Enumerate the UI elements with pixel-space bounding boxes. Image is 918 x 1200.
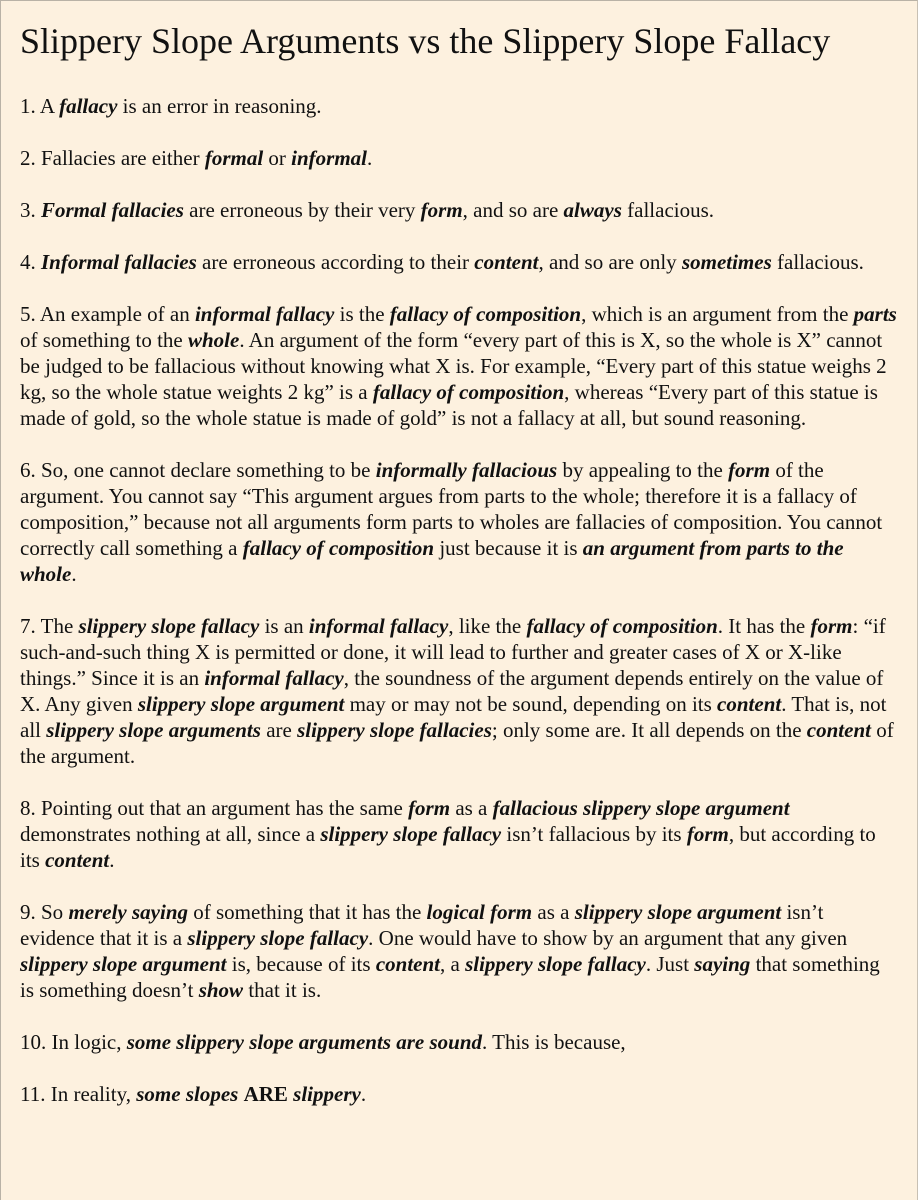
body-text: . <box>71 562 77 586</box>
emphasis-text: fallacy of composition <box>389 302 582 326</box>
emphasis-text: some slippery slope arguments are sound <box>126 1030 483 1054</box>
emphasis-text: Informal fallacies <box>41 250 197 274</box>
emphasis-text: show <box>198 978 244 1002</box>
emphasis-text: always <box>563 198 622 222</box>
emphasis <box>811 614 853 638</box>
emphasis-text: informal fallacy <box>204 666 344 690</box>
body-text: 5. An example of an <box>20 302 195 326</box>
body-text: that something is something doesn’t <box>20 952 880 1002</box>
emphasis-text: merely saying <box>68 900 188 924</box>
body-text: , which is an argument from the <box>581 302 854 326</box>
body-text: . Just <box>645 952 695 976</box>
emphasis-text: fallacy of composition <box>242 536 435 560</box>
emphasis-text: content <box>375 952 440 976</box>
emphasis-text: whole <box>187 328 240 352</box>
body-text: or <box>263 146 292 170</box>
paragraph-5 <box>20 301 898 431</box>
paragraph-8 <box>20 795 898 873</box>
paragraph-11 <box>20 1081 898 1107</box>
emphasis <box>421 198 463 222</box>
paragraph-3 <box>20 197 898 223</box>
emphasis-text: content <box>474 250 539 274</box>
emphasis <box>320 822 501 846</box>
body-text: of the argument. <box>20 718 894 768</box>
emphasis-text: some slopes <box>136 1082 239 1106</box>
emphasis-text: slippery slope fallacy <box>187 926 369 950</box>
emphasis-text: form <box>810 614 853 638</box>
emphasis <box>575 900 782 924</box>
body-text: ; only some are. It all depends on the <box>491 718 807 742</box>
emphasis <box>79 614 260 638</box>
emphasis-text: content <box>45 848 110 872</box>
emphasis <box>136 1082 238 1106</box>
emphasis-text: informally fallacious <box>375 458 558 482</box>
paragraph-10 <box>20 1029 898 1055</box>
emphasis <box>728 458 770 482</box>
emphasis <box>564 198 622 222</box>
body-text: 11. In reality, <box>20 1082 137 1106</box>
emphasis <box>854 302 897 326</box>
body-text: 8. Pointing out that an argument has the same <box>20 796 409 820</box>
emphasis-text: slippery <box>293 1082 361 1106</box>
emphasis <box>373 380 564 404</box>
emphasis <box>687 822 729 846</box>
body-text: . It has the <box>717 614 811 638</box>
emphasis-text: fallacy of composition <box>372 380 565 404</box>
emphasis <box>138 692 345 716</box>
emphasis-text: slippery slope fallacy <box>465 952 646 976</box>
body-text: of something to the <box>20 328 188 352</box>
paragraph-1 <box>20 93 898 119</box>
emphasis-text: logical form <box>426 900 533 924</box>
body-text: just because it is <box>434 536 583 560</box>
emphasis <box>20 952 227 976</box>
body-text: fallacious. <box>771 250 864 274</box>
emphasis-text: form <box>408 796 451 820</box>
emphasis-text: content <box>717 692 782 716</box>
body-text: 10. In logic, <box>20 1030 127 1054</box>
body-text: is an <box>259 614 309 638</box>
emphasis-text: slippery slope arguments <box>46 718 261 742</box>
emphasis <box>46 718 261 742</box>
emphasis <box>291 146 367 170</box>
emphasis-text: form <box>728 458 771 482</box>
emphasis-text: fallacy <box>59 94 118 118</box>
emphasis <box>243 536 434 560</box>
emphasis-text: slippery slope argument <box>137 692 345 716</box>
body-text: by appealing to the <box>557 458 729 482</box>
body-text: is, because of its <box>226 952 376 976</box>
body-text: , a <box>439 952 466 976</box>
body-text: , like the <box>448 614 527 638</box>
paragraph-2 <box>20 145 898 171</box>
emphasis-text: slippery slope argument <box>20 952 227 976</box>
body-text: , whereas “Every part of this statue is made of gold, so the whole statue is made of gold” is not a fallacy at all, but sound reasoning. <box>20 380 878 430</box>
emphasis <box>807 718 871 742</box>
emphasis <box>376 458 557 482</box>
body-text: of something that it has the <box>188 900 427 924</box>
body-text: , and so are <box>462 198 564 222</box>
body-text: demonstrates nothing at all, since a <box>20 822 321 846</box>
emphasis <box>694 952 750 976</box>
emphasis-text: fallacy of composition <box>526 614 718 638</box>
body-text: 7. The <box>20 614 79 638</box>
emphasis <box>41 198 184 222</box>
emphasis-text: informal fallacy <box>194 302 335 326</box>
emphasis <box>465 952 646 976</box>
body-text: as a <box>450 796 493 820</box>
paragraph-list <box>20 93 898 1107</box>
body-text: : “if such-and-such thing X is permitted or done, it will lead to further and greater cases of X or X-like things.” Since it is an <box>20 614 886 690</box>
emphasis <box>195 302 334 326</box>
body-text: 4. <box>20 250 41 274</box>
paragraph-6 <box>20 457 898 587</box>
paragraph-7 <box>20 613 898 769</box>
emphasis <box>309 614 448 638</box>
body-text: . One would have to show by an argument that any given <box>368 926 848 950</box>
emphasis <box>526 614 717 638</box>
emphasis <box>390 302 581 326</box>
emphasis-text: an argument from parts to the whole <box>20 536 844 586</box>
body-text: 6. So, one cannot declare something to be <box>20 458 376 482</box>
emphasis-text: slippery slope argument <box>574 900 782 924</box>
emphasis-text: Formal fallacies <box>41 198 184 222</box>
emphasis <box>187 926 368 950</box>
emphasis-text: slippery slope fallacy <box>78 614 260 638</box>
body-text: . <box>109 848 115 872</box>
emphasis <box>493 796 790 820</box>
emphasis <box>205 146 263 170</box>
emphasis-text: informal <box>291 146 368 170</box>
emphasis <box>199 978 243 1002</box>
emphasis-text: saying <box>694 952 751 976</box>
body-text: . <box>367 146 373 170</box>
body-text: is the <box>334 302 390 326</box>
paragraph-9 <box>20 899 898 1003</box>
emphasis <box>376 952 440 976</box>
emphasis-text: form <box>686 822 729 846</box>
emphasis <box>204 666 343 690</box>
body-text: 2. Fallacies are either <box>20 146 205 170</box>
emphasis-text: fallacious slippery slope argument <box>492 796 790 820</box>
body-text: as a <box>532 900 575 924</box>
bold-text: ARE <box>243 1082 288 1106</box>
emphasis-text: content <box>806 718 871 742</box>
body-text: isn’t evidence that it is a <box>20 900 824 950</box>
body-text: , but according to its <box>20 822 876 872</box>
paragraph-4 <box>20 249 898 275</box>
emphasis-text: sometimes <box>681 250 772 274</box>
body-text: 1. A <box>20 94 60 118</box>
emphasis-text: form <box>420 198 463 222</box>
emphasis <box>474 250 538 274</box>
body-text: . That is, not all <box>20 692 887 742</box>
page-title: Slippery Slope Arguments vs the Slippery Slope Fallacy <box>20 21 831 61</box>
emphasis <box>68 900 188 924</box>
emphasis <box>45 848 109 872</box>
emphasis-text: formal <box>204 146 264 170</box>
emphasis <box>427 900 533 924</box>
emphasis-text: slippery slope fallacies <box>297 718 492 742</box>
body-text: 9. So <box>20 900 69 924</box>
body-text: . <box>360 1082 367 1106</box>
emphasis-text: parts <box>853 302 897 326</box>
body-text: may or may not be sound, depending on its <box>344 692 718 716</box>
body-text: are <box>260 718 298 742</box>
body-text: are erroneous according to their <box>196 250 475 274</box>
body-text: , and so are only <box>538 250 682 274</box>
emphasis-text: slippery slope fallacy <box>320 822 502 846</box>
emphasis <box>41 250 197 274</box>
body-text: isn’t fallacious by its <box>501 822 687 846</box>
body-text: , the soundness of the argument depends entirely on the value of X. Any given <box>20 666 884 716</box>
body-text: 3. <box>20 198 41 222</box>
body-text: . This is because, <box>482 1030 626 1054</box>
body-text: of the argument. You cannot say “This argument argues from parts to the whole; therefore it is a fallacy of composition,” because not all arguments form parts to wholes are fallacies of composition. You cannot correctly call something a <box>20 458 883 560</box>
emphasis <box>188 328 239 352</box>
body-text: . An argument of the form “every part of this is X, so the whole is X” cannot be judged to be fallacious without knowing what X is. For example, “Every part of this statue weighs 2 kg, so the whole statue weights 2 kg” is a <box>20 328 887 404</box>
body-text: are erroneous by their very <box>183 198 421 222</box>
emphasis <box>717 692 781 716</box>
body-text: that it is. <box>243 978 322 1002</box>
emphasis <box>293 1082 361 1106</box>
body-text: is an error in reasoning. <box>117 94 322 118</box>
emphasis <box>127 1030 482 1054</box>
emphasis <box>59 94 117 118</box>
emphasis <box>297 718 492 742</box>
emphasis <box>682 250 772 274</box>
emphasis-text: informal fallacy <box>308 614 449 638</box>
emphasis <box>408 796 450 820</box>
body-text: fallacious. <box>621 198 715 222</box>
